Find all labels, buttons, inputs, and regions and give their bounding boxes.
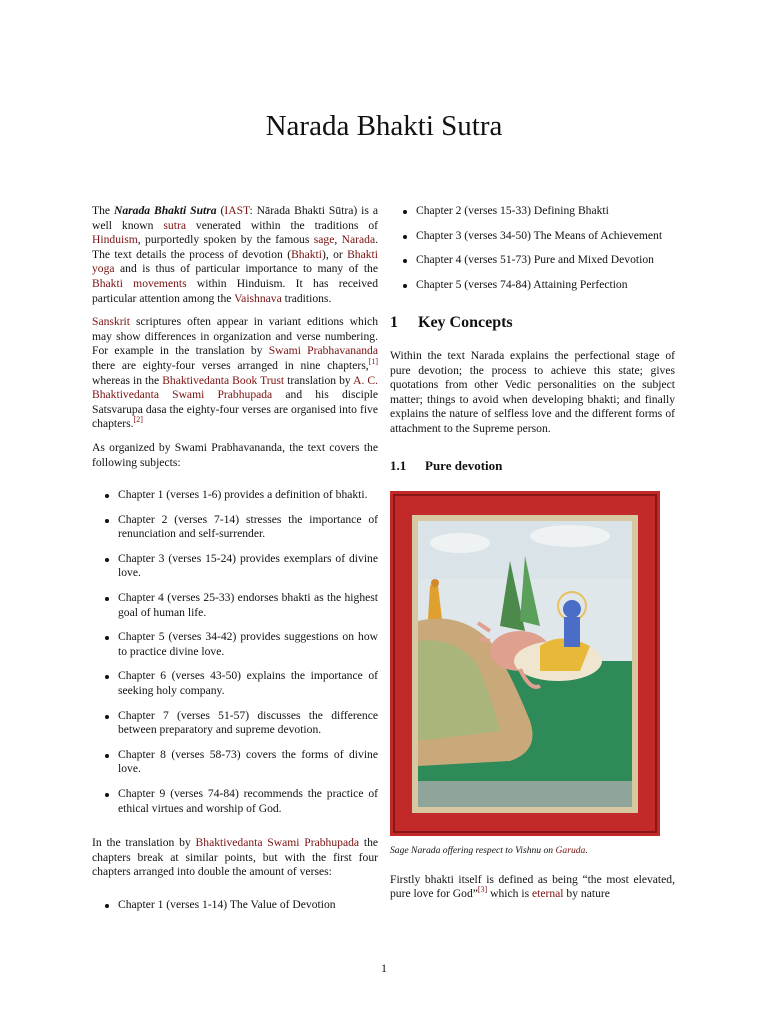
list-item: Chapter 7 (verses 51-57) discusses the difference between preparatory and supreme devotion.: [92, 709, 378, 738]
chapter-list-2: [92, 898, 378, 913]
list-item: Chapter 1 (verses 1-14) The Value of Devotion: [92, 898, 378, 913]
text: venerated within the traditions of: [185, 218, 378, 232]
list-item: Chapter 8 (verses 58-73) covers the forms of divine love.: [92, 748, 378, 777]
variant-editions-paragraph: [92, 315, 378, 432]
section-number: 1: [390, 314, 398, 332]
narada-vishnu-painting: [390, 491, 660, 836]
link-bhakti-yoga[interactable]: Bhakti yoga: [92, 247, 378, 276]
link-eternal[interactable]: eternal: [531, 887, 564, 901]
text: within Hinduism. It has received particular attention among the: [92, 276, 379, 305]
chapter-list-continued: [390, 204, 675, 292]
page-number: 1: [381, 961, 387, 975]
text: translation by: [284, 373, 354, 387]
pure-devotion-paragraph: [390, 873, 675, 902]
text: The: [92, 204, 114, 217]
subjects-intro: As organized by Swami Prabhavananda, the text covers the following subjects:: [92, 440, 378, 469]
link-sutra[interactable]: sutra: [163, 218, 186, 232]
link-swami-prabhavananda[interactable]: Swami Prabhavananda: [268, 344, 378, 358]
subsection-number: 1.1: [390, 457, 407, 473]
text: In the translation by: [92, 836, 196, 850]
link-hinduism[interactable]: Hinduism: [92, 233, 138, 247]
link-bhaktivedanta-prabhupada[interactable]: Bhaktivedanta Swami Prabhupada: [195, 836, 360, 850]
left-column: [92, 204, 378, 923]
link-sage[interactable]: sage: [313, 233, 335, 247]
list-item: Chapter 5 (verses 34-42) provides suggestions on how to practice divine love.: [92, 630, 378, 659]
subsection-title: Pure devotion: [425, 457, 503, 473]
text: whereas in the: [92, 373, 163, 387]
text: (: [216, 204, 225, 217]
text: there are eighty-four verses arranged in nine chapters,: [92, 358, 369, 372]
key-concepts-paragraph: Within the text Narada explains the perfectional stage of pure devotion; the process to achieve this state; gives quotations from other Vedic personalities on the subject matter; things to avoid when developing bhakti; and finally explains the nature of selfless love and the different forms of attachment to the Supreme person.: [390, 348, 675, 435]
list-item: Chapter 4 (verses 25-33) endorses bhakti as the highest goal of human life.: [92, 591, 378, 620]
section-heading: [390, 316, 675, 331]
link-vaishnava[interactable]: Vaishnava: [234, 291, 282, 305]
text: and is thus of particular importance to many of the: [114, 262, 378, 276]
list-item: Chapter 3 (verses 34-50) The Means of Achievement: [390, 229, 675, 244]
list-item: Chapter 1 (verses 1-6) provides a definition of bhakti.: [92, 488, 378, 503]
link-narada[interactable]: Narada: [341, 233, 376, 247]
text: traditions.: [281, 291, 332, 305]
section-title: Key Concepts: [418, 314, 513, 332]
link-sanskrit[interactable]: Sanskrit: [92, 315, 131, 329]
link-bhakti-movements[interactable]: Bhakti movements: [92, 276, 187, 290]
text: : Nārada Bhakti Sūtra) is a well known: [92, 204, 378, 232]
text: , purportedly spoken by the famous: [137, 233, 314, 247]
text: Sage Narada offering respect to Vishnu on: [390, 845, 556, 857]
text: by nature: [563, 887, 610, 901]
text: ), or: [321, 247, 348, 261]
list-item: Chapter 9 (verses 74-84) recommends the practice of ethical virtues and worship of God.: [92, 787, 378, 816]
subsection-heading: [390, 459, 675, 474]
ref-3[interactable]: [3]: [477, 885, 488, 895]
text: .: [585, 845, 588, 857]
list-item: Chapter 2 (verses 7-14) stresses the importance of renunciation and self-surrender.: [92, 513, 378, 542]
list-item: Chapter 5 (verses 74-84) Attaining Perfection: [390, 278, 675, 293]
intro-paragraph: [92, 204, 378, 306]
list-item: Chapter 4 (verses 51-73) Pure and Mixed Devotion: [390, 253, 675, 268]
ref-2[interactable]: [2]: [133, 415, 143, 425]
link-bbt[interactable]: Bhaktivedanta Book Trust: [162, 373, 285, 387]
ref-1[interactable]: [1]: [368, 357, 378, 367]
link-prabhupada[interactable]: A. C. Bhaktivedanta Swami Prabhupada: [92, 373, 378, 402]
page-title: Narada Bhakti Sutra: [265, 110, 503, 142]
text: . The text details the process of devotion (: [92, 233, 378, 261]
text: which is: [487, 887, 532, 901]
chapter-list: [92, 488, 378, 816]
right-column: [390, 204, 675, 911]
list-item: Chapter 2 (verses 15-33) Defining Bhakti: [390, 204, 675, 219]
text: the chapters break at similar points, but with the first four chapters arranged into double the amount of verses:: [92, 836, 379, 879]
list-item: Chapter 3 (verses 15-24) provides exemplars of divine love.: [92, 552, 378, 581]
figure-caption: [390, 844, 675, 859]
text: Firstly bhakti itself is defined as being “the most elevated, pure love for God”: [390, 872, 675, 901]
text: ,: [334, 233, 342, 247]
text: scriptures often appear in variant editions which may show differences in organization and verse numbering. For example in the translation by: [92, 315, 378, 358]
translation-paragraph: [92, 836, 378, 880]
text: and his disciple Satsvarupa dasa the eighty-four verses are organised into five chapters.: [92, 388, 379, 431]
link-garuda[interactable]: Garuda: [555, 845, 586, 857]
article-subject: Narada Bhakti Sutra: [113, 204, 217, 217]
list-item: Chapter 6 (verses 43-50) explains the importance of seeking holy company.: [92, 669, 378, 698]
link-iast[interactable]: IAST: [224, 204, 250, 217]
link-bhakti[interactable]: Bhakti: [291, 247, 322, 261]
